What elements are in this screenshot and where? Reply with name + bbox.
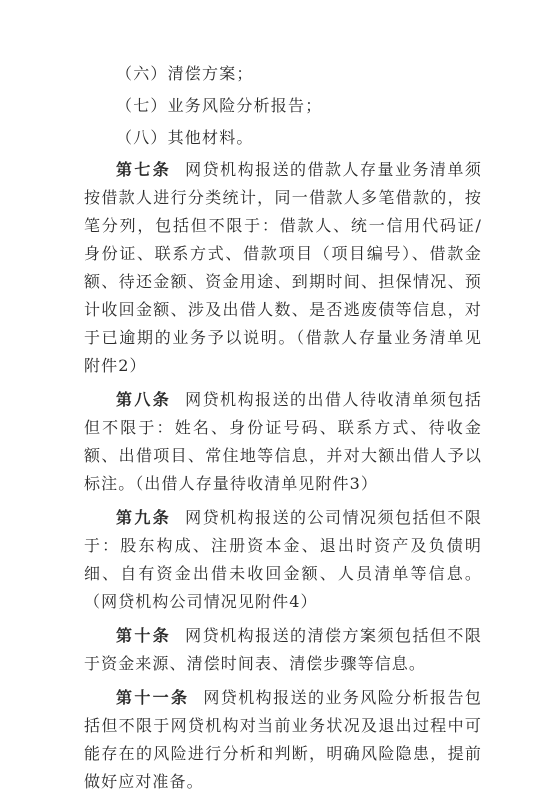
- article-9-text: 网贷机构报送的公司情况须包括但不限于：股东构成、注册资本金、退出时资产及负债明细、自有资金出借未收回金额、人员清单等信息。（网贷机构公司情况见附件4）: [84, 508, 482, 611]
- article-8-text: 网贷机构报送的出借人待收清单须包括但不限于：姓名、身份证号码、联系方式、待收金额、出借项目、常住地等信息，并对大额出借人予以标注。（出借人存量待收清单见附件3）: [84, 390, 482, 493]
- list-item-six: （六）清偿方案；: [116, 64, 254, 83]
- article-9-label: 第九条: [116, 508, 172, 527]
- article-7-text: 网贷机构报送的借款人存量业务清单须按借款人进行分类统计，同一借款人多笔借款的，按笔分列，包括但不限于：借款人、统一信用代码证/身份证、联系方式、借款项目（项目编号）、借款金额、待还金额、资金用途、到期时间、担保情况、预计收回金额、涉及出借人数、是否逃废债等信息，对于已逾期的业务予以说明。（借款人存量业务清单见附件2）: [84, 160, 482, 375]
- article-10: [84, 622, 482, 678]
- article-9: [84, 504, 482, 616]
- document-body: [84, 60, 482, 796]
- article-11: [84, 684, 482, 796]
- article-10-text: 网贷机构报送的清偿方案须包括但不限于资金来源、清偿时间表、清偿步骤等信息。: [84, 626, 482, 673]
- article-7-label: 第七条: [116, 160, 172, 179]
- article-8: [84, 386, 482, 498]
- list-item-seven: （七）业务风险分析报告；: [116, 96, 323, 115]
- article-11-text: 网贷机构报送的业务风险分析报告包括但不限于网贷机构对当前业务状况及退出过程中可能存在的风险进行分析和判断，明确风险隐患，提前做好应对准备。: [84, 688, 482, 791]
- list-item-eight: （八）其他材料。: [116, 128, 254, 147]
- article-11-label: 第十一条: [116, 688, 190, 707]
- article-8-label: 第八条: [116, 390, 172, 409]
- article-7: [84, 156, 482, 380]
- article-10-label: 第十条: [116, 626, 172, 645]
